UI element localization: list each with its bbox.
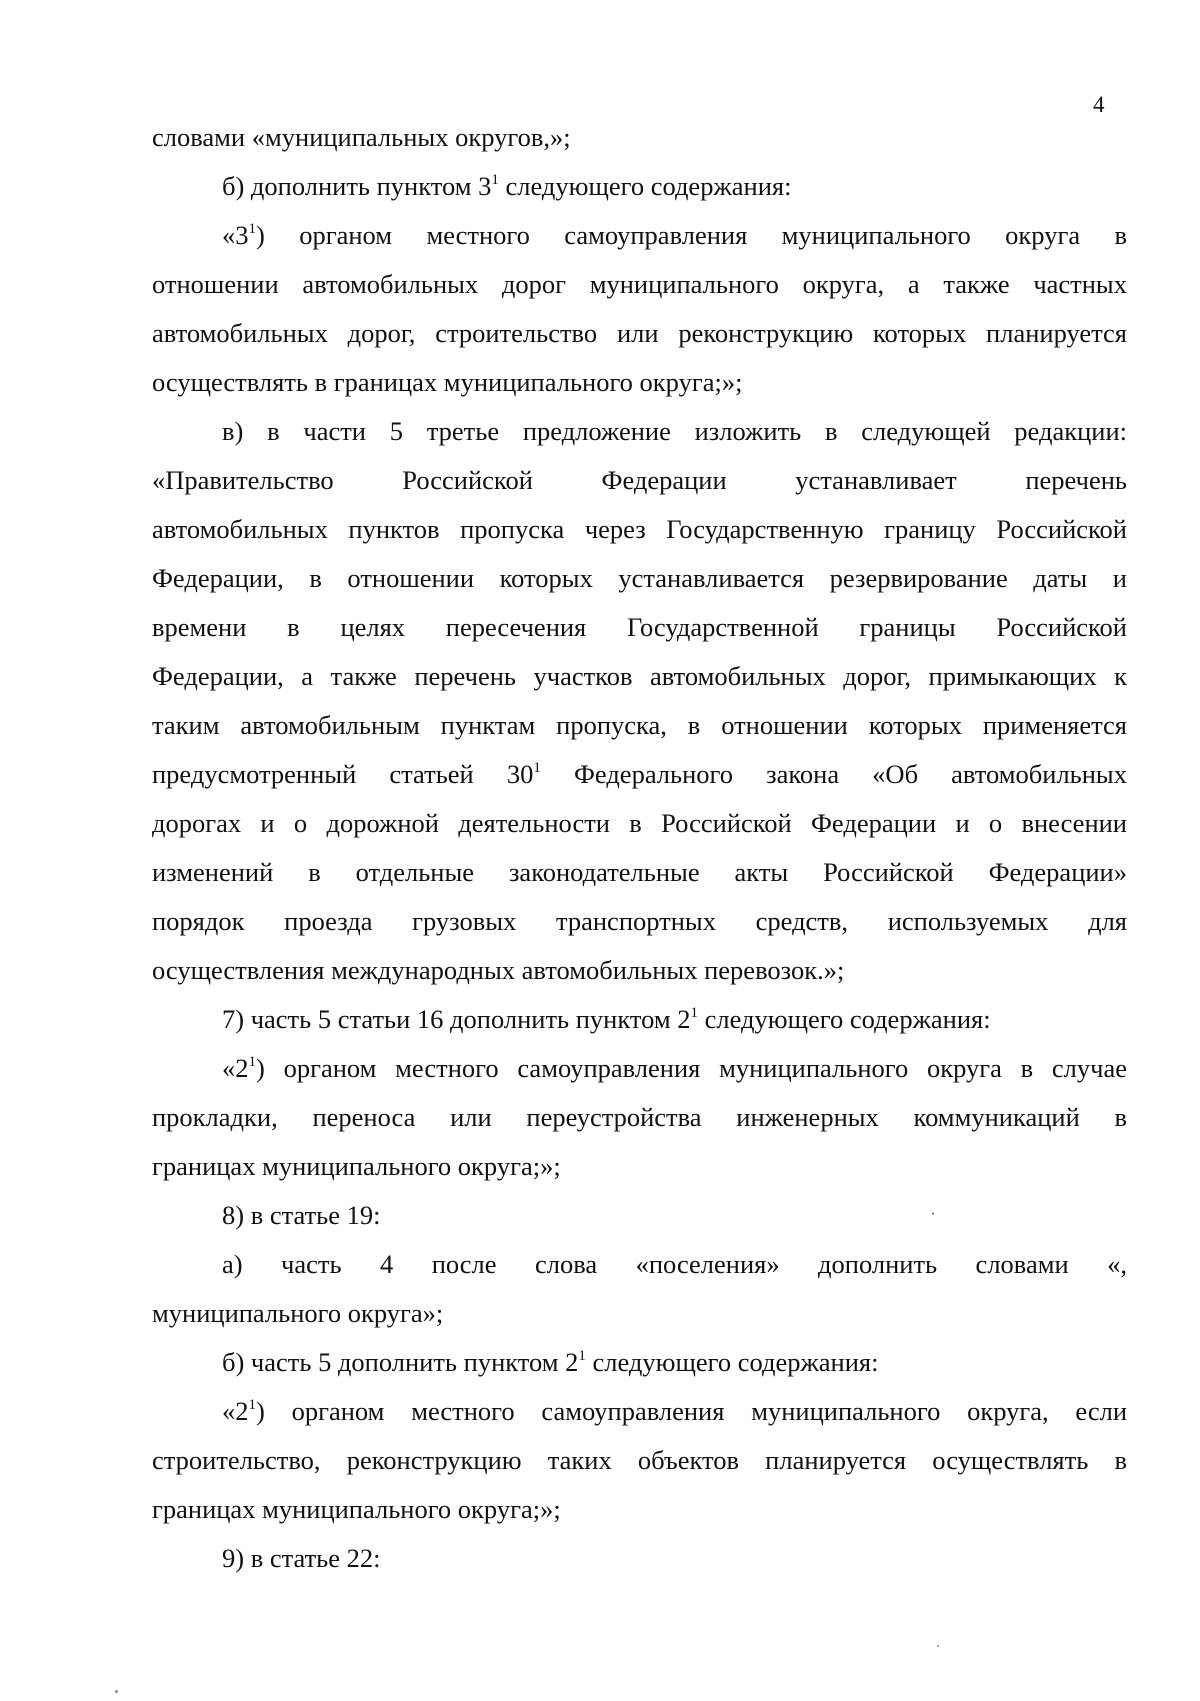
scan-speck [932, 1212, 934, 1215]
document-body [152, 122, 1127, 1592]
text-line: «$3^1$) органом местного самоуправления муниципального округа в [222, 220, 1127, 250]
text-line: времени в целях пересечения Государственной границы Российской [152, 612, 1127, 642]
text-line: муниципального округа»; [152, 1298, 444, 1328]
text-line: отношении автомобильных дорог муниципального округа, а также частных [152, 269, 1127, 299]
text-line: предусмотренный статьей $30^1$ Федерального закона «Об автомобильных [152, 759, 1127, 789]
text-line: 9) в статье 22: [222, 1543, 381, 1573]
text-line: «$2^1$) органом местного самоуправления муниципального округа в случае [222, 1053, 1127, 1083]
text-line: осуществлять в границах муниципального округа;»; [152, 367, 743, 397]
page-number: 4 [1093, 92, 1105, 117]
text-line: автомобильных пунктов пропуска через Государственную границу Российской [152, 514, 1127, 544]
text-line: б) часть 5 дополнить пунктом $2^1$ следующего содержания: [222, 1347, 879, 1377]
text-line: 7) часть 5 статьи 16 дополнить пунктом $2^1$ следующего содержания: [222, 1004, 991, 1034]
text-line: словами «муниципальных округов,»; [152, 122, 571, 152]
text-line: таким автомобильным пунктам пропуска, в отношении которых применяется [152, 710, 1127, 740]
scan-speck [115, 1690, 118, 1693]
text-line: Федерации, а также перечень участков автомобильных дорог, примыкающих к [152, 661, 1127, 691]
text-line: Федерации, в отношении которых устанавливается резервирование даты и [152, 563, 1127, 593]
text-line: а) часть 4 после слова «поселения» дополнить словами «, [222, 1249, 1127, 1279]
text-line: границах муниципального округа;»; [152, 1494, 561, 1524]
text-line: автомобильных дорог, строительство или реконструкцию которых планируется [152, 318, 1127, 348]
text-line: прокладки, переноса или переустройства инженерных коммуникаций в [152, 1102, 1127, 1132]
text-line: «Правительство Российской Федерации устанавливает перечень [152, 465, 1127, 495]
text-line: строительство, реконструкцию таких объектов планируется осуществлять в [152, 1445, 1127, 1475]
text-line: б) дополнить пунктом $3^1$ следующего содержания: [222, 171, 792, 201]
text-line: порядок проезда грузовых транспортных средств, используемых для [152, 906, 1127, 936]
text-line: границах муниципального округа;»; [152, 1151, 561, 1181]
text-line: осуществления международных автомобильных перевозок.»; [152, 955, 845, 985]
text-line: в) в части 5 третье предложение изложить в следующей редакции: [222, 416, 1127, 446]
text-line: дорогах и о дорожной деятельности в Российской Федерации и о внесении [152, 808, 1127, 838]
text-line: 8) в статье 19: [222, 1200, 381, 1230]
text-line: «$2^1$) органом местного самоуправления муниципального округа, если [222, 1396, 1127, 1426]
scan-speck [937, 1645, 939, 1647]
text-line: изменений в отдельные законодательные акты Российской Федерации» [152, 857, 1127, 887]
